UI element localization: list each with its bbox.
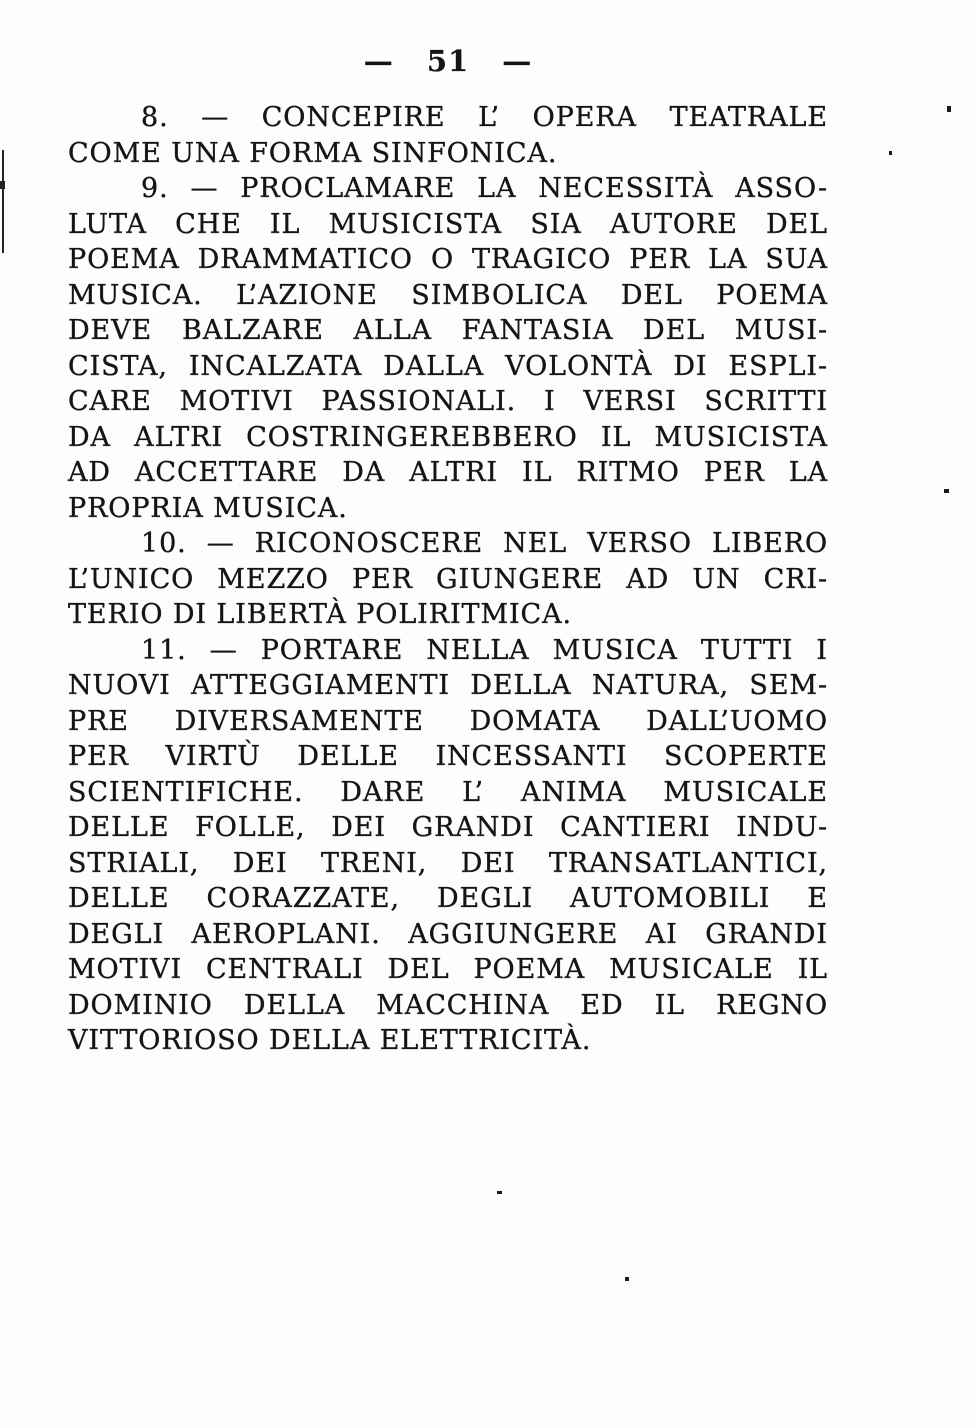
- text-line: L’UNICO MEZZO PER GIUNGERE AD UN CRI-: [68, 563, 828, 595]
- text-line: CISTA, INCALZATA DALLA VOLONTÀ DI ESPLI-: [68, 350, 828, 382]
- scan-speck: [889, 151, 892, 155]
- scan-speck: [944, 489, 949, 493]
- text-line: AD ACCETTARE DA ALTRI IL RITMO PER LA: [68, 457, 828, 488]
- page-number-header: — 51 —: [363, 44, 533, 78]
- text-line: MUSICA. L’AZIONE SIMBOLICA DEL POEMA: [68, 279, 828, 311]
- text-line: PROPRIA MUSICA.: [68, 492, 348, 524]
- text-block: [68, 100, 828, 1059]
- text-line: DEGLI AEROPLANI. AGGIUNGERE AI GRANDI: [68, 918, 828, 950]
- text-line: POEMA DRAMMATICO O TRAGICO PER LA SUA: [68, 244, 828, 275]
- text-line: DEVE BALZARE ALLA FANTASIA DEL MUSI-: [68, 315, 828, 346]
- text-line: 8. — CONCEPIRE L’ OPERA TEATRALE: [141, 102, 828, 133]
- text-line: STRIALI, DEI TRENI, DEI TRANSATLANTICI,: [68, 847, 828, 879]
- text-line: 10. — RICONOSCERE NEL VERSO LIBERO: [141, 528, 828, 559]
- margin-artifact-line: [0, 181, 5, 189]
- text-line: SCIENTIFICHE. DARE L’ ANIMA MUSICALE: [68, 776, 828, 808]
- text-line: MOTIVI CENTRALI DEL POEMA MUSICALE IL: [68, 954, 828, 985]
- text-line: PRE DIVERSAMENTE DOMATA DALL’UOMO: [68, 705, 828, 737]
- text-line: NUOVI ATTEGGIAMENTI DELLA NATURA, SEM-: [68, 670, 828, 701]
- margin-artifact-line: [2, 150, 4, 253]
- scan-speck: [625, 1277, 629, 1281]
- scan-speck: [947, 106, 951, 112]
- text-line: DELLE FOLLE, DEI GRANDI CANTIERI INDU-: [68, 812, 828, 843]
- text-line: LUTA CHE IL MUSICISTA SIA AUTORE DEL: [68, 208, 828, 240]
- text-line: DELLE CORAZZATE, DEGLI AUTOMOBILI E: [68, 883, 828, 914]
- text-line: CARE MOTIVI PASSIONALI. I VERSI SCRITTI: [68, 386, 828, 417]
- text-line: COME UNA FORMA SINFONICA.: [68, 137, 558, 169]
- text-line: VITTORIOSO DELLA ELETTRICITÀ.: [68, 1025, 592, 1056]
- scan-speck: [497, 1191, 502, 1194]
- text-line: TERIO DI LIBERTÀ POLIRITMICA.: [68, 599, 572, 630]
- text-line: DA ALTRI COSTRINGEREBBERO IL MUSICISTA: [68, 421, 828, 453]
- text-line: 9. — PROCLAMARE LA NECESSITÀ ASSO-: [141, 173, 828, 204]
- text-line: 11. — PORTARE NELLA MUSICA TUTTI I: [141, 634, 828, 666]
- text-line: PER VIRTÙ DELLE INCESSANTI SCOPERTE: [68, 741, 828, 772]
- text-line: DOMINIO DELLA MACCHINA ED IL REGNO: [68, 989, 828, 1021]
